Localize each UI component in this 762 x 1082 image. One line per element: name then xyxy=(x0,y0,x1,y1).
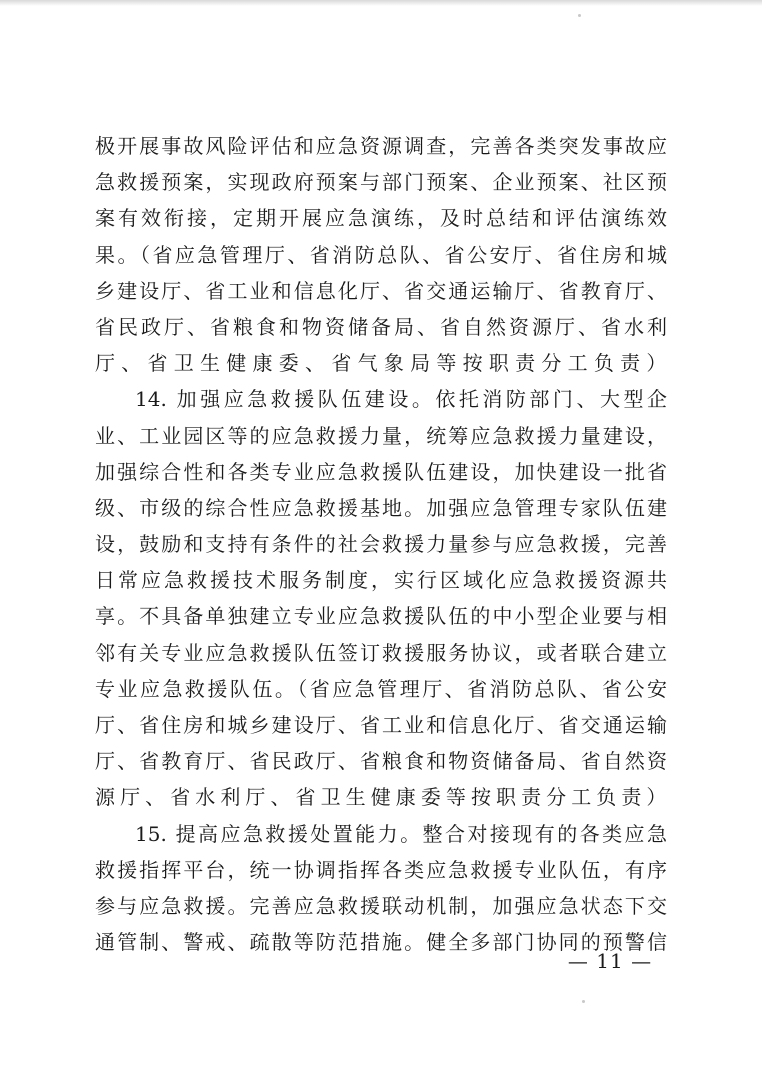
scan-speck xyxy=(578,14,581,17)
text-line: 厅、省卫生健康委、省气象局等按职责分工负责） xyxy=(95,351,667,376)
text-line: 专业应急救援队伍。（省应急管理厅、省消防总队、省公安 xyxy=(95,676,667,701)
paragraph-15 xyxy=(95,816,667,961)
text-line: 救援指挥平台，统一协调指挥各类应急救援专业队伍，有序 xyxy=(95,857,667,882)
text-line: 通管制、警戒、疏散等防范措施。健全多部门协同的预警信 xyxy=(95,930,667,955)
text-line: 日常应急救援技术服务制度，实行区域化应急救援资源共 xyxy=(95,568,667,593)
paragraph-14 xyxy=(95,381,667,815)
text-line: 享。不具备单独建立专业应急救援队伍的中小型企业要与相 xyxy=(95,604,667,629)
text-line: 极开展事故风险评估和应急资源调查，完善各类突发事故应 xyxy=(95,134,667,158)
text-line: 参与应急救援。完善应急救援联动机制，加强应急状态下交 xyxy=(95,893,667,918)
scan-top-edge xyxy=(0,0,762,6)
text-line: 级、市级的综合性应急救援基地。加强应急管理专家队伍建 xyxy=(95,495,667,520)
scan-speck xyxy=(582,1000,585,1003)
text-line: 省民政厅、省粮食和物资储备局、省自然资源厅、省水利 xyxy=(95,314,667,339)
text-line: 业、工业园区等的应急救援力量，统筹应急救援力量建设， xyxy=(95,423,667,448)
text-line-heading: 15. 提高应急救援处置能力。整合对接现有的各类应急 xyxy=(135,821,667,846)
text-line: 邻有关专业应急救援队伍签订救援服务协议，或者联合建立 xyxy=(95,640,667,665)
text-line: 厅、省住房和城乡建设厅、省工业和信息化厅、省交通运输 xyxy=(95,713,667,737)
document-body xyxy=(95,128,667,960)
paragraph-13-continued xyxy=(95,128,667,381)
text-line-heading: 14. 加强应急救援队伍建设。依托消防部门、大型企 xyxy=(135,387,667,412)
text-line: 案有效衔接，定期开展应急演练，及时总结和评估演练效 xyxy=(95,206,667,231)
text-line: 设，鼓励和支持有条件的社会救援力量参与应急救援，完善 xyxy=(95,532,667,557)
text-line: 急救援预案，实现政府预案与部门预案、企业预案、社区预 xyxy=(95,170,667,195)
text-line: 源厅、省水利厅、省卫生健康委等按职责分工负责） xyxy=(95,785,667,810)
text-line: 乡建设厅、省工业和信息化厅、省交通运输厅、省教育厅、 xyxy=(95,278,667,303)
text-line: 果。（省应急管理厅、省消防总队、省公安厅、省住房和城 xyxy=(95,242,667,267)
text-line: 加强综合性和各类专业应急救援队伍建设，加快建设一批省 xyxy=(95,459,667,484)
page-number: — 11 — xyxy=(567,949,653,973)
text-line: 厅、省教育厅、省民政厅、省粮食和物资储备局、省自然资 xyxy=(95,749,667,774)
